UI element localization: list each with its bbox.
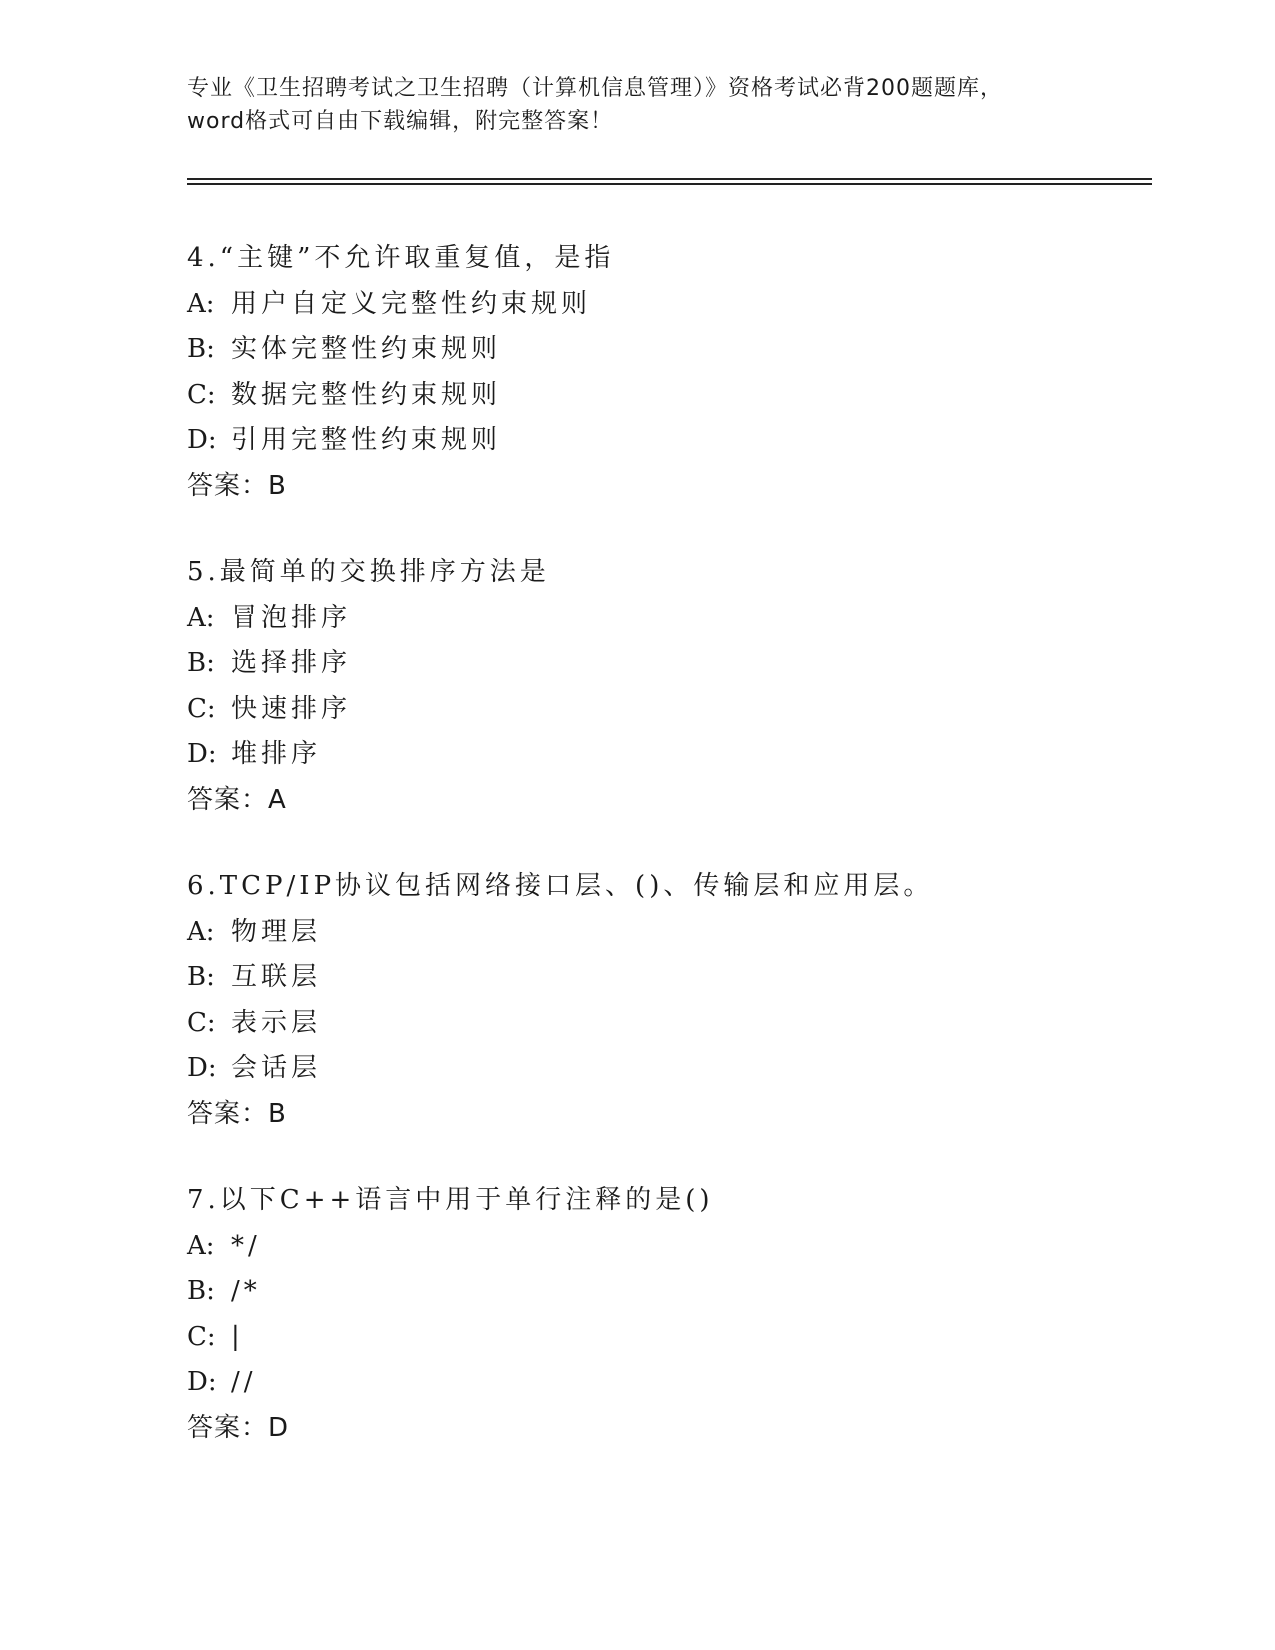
option-text: //: [231, 1367, 257, 1397]
option-text: 选择排序: [231, 648, 352, 678]
option-key: A:: [187, 288, 215, 319]
option-a: [187, 282, 1147, 328]
question-stem: 4.“主键”不允许取重复值，是指: [187, 243, 615, 273]
question-stem: 5.最简单的交换排序方法是: [187, 557, 550, 587]
option-a: [187, 596, 1147, 642]
option-key: D:: [187, 425, 217, 455]
question-stem: 6.TCP/IP协议包括网络接口层、()、传输层和应用层。: [187, 871, 934, 901]
option-key: C:: [187, 379, 216, 410]
option-key: A:: [187, 1230, 215, 1261]
option-text: /*: [231, 1276, 261, 1306]
option-c: [187, 373, 1147, 419]
option-a: [187, 1224, 1147, 1270]
option-text: 冒泡排序: [231, 602, 352, 633]
option-key: A:: [187, 916, 215, 947]
option-text: 引用完整性约束规则: [231, 425, 502, 455]
answer-line: 答案：B: [187, 1098, 287, 1129]
header-divider-bottom: [187, 183, 1152, 185]
option-c: [187, 1001, 1147, 1047]
option-key: D:: [187, 1367, 217, 1397]
option-key: A:: [187, 602, 215, 633]
option-key: D:: [187, 1053, 217, 1083]
option-key: C:: [187, 693, 216, 724]
option-text: 表示层: [231, 1007, 322, 1038]
answer-line: 答案：D: [187, 1412, 290, 1443]
document-header: [187, 72, 1087, 138]
option-d: [187, 1360, 1147, 1406]
option-d: [187, 732, 1147, 778]
option-c: [187, 1315, 1147, 1361]
option-text: 数据完整性约束规则: [231, 379, 502, 410]
option-text: 会话层: [231, 1053, 322, 1083]
option-text: 互联层: [231, 962, 322, 992]
option-text: 快速排序: [231, 693, 352, 724]
header-title-line-2: word格式可自由下载编辑，附完整答案！: [187, 109, 614, 134]
option-c: [187, 687, 1147, 733]
question-item: [187, 550, 1147, 823]
option-b: [187, 1269, 1147, 1315]
option-d: [187, 418, 1147, 464]
option-text: |: [231, 1321, 244, 1352]
header-title-line-1: 专业《卫生招聘考试之卫生招聘（计算机信息管理）》资格考试必背200题题库，: [187, 76, 1003, 101]
option-key: B:: [187, 334, 215, 364]
option-b: [187, 327, 1147, 373]
option-text: 堆排序: [231, 739, 322, 769]
option-text: */: [231, 1230, 261, 1261]
option-d: [187, 1046, 1147, 1092]
option-key: D:: [187, 739, 217, 769]
option-key: B:: [187, 648, 215, 678]
option-key: B:: [187, 962, 215, 992]
answer-line: 答案：A: [187, 784, 287, 815]
option-a: [187, 910, 1147, 956]
option-text: 物理层: [231, 916, 322, 947]
option-b: [187, 641, 1147, 687]
answer-line: 答案：B: [187, 470, 287, 501]
question-item: [187, 1178, 1147, 1451]
question-item: [187, 236, 1147, 509]
header-divider-top: [187, 178, 1152, 180]
question-stem: 7.以下C++语言中用于单行注释的是(): [187, 1185, 714, 1215]
option-key: C:: [187, 1321, 216, 1352]
option-b: [187, 955, 1147, 1001]
question-list: [187, 236, 1147, 1492]
option-key: B:: [187, 1276, 215, 1306]
option-key: C:: [187, 1007, 216, 1038]
option-text: 用户自定义完整性约束规则: [231, 288, 592, 319]
question-item: [187, 864, 1147, 1137]
option-text: 实体完整性约束规则: [231, 334, 502, 364]
